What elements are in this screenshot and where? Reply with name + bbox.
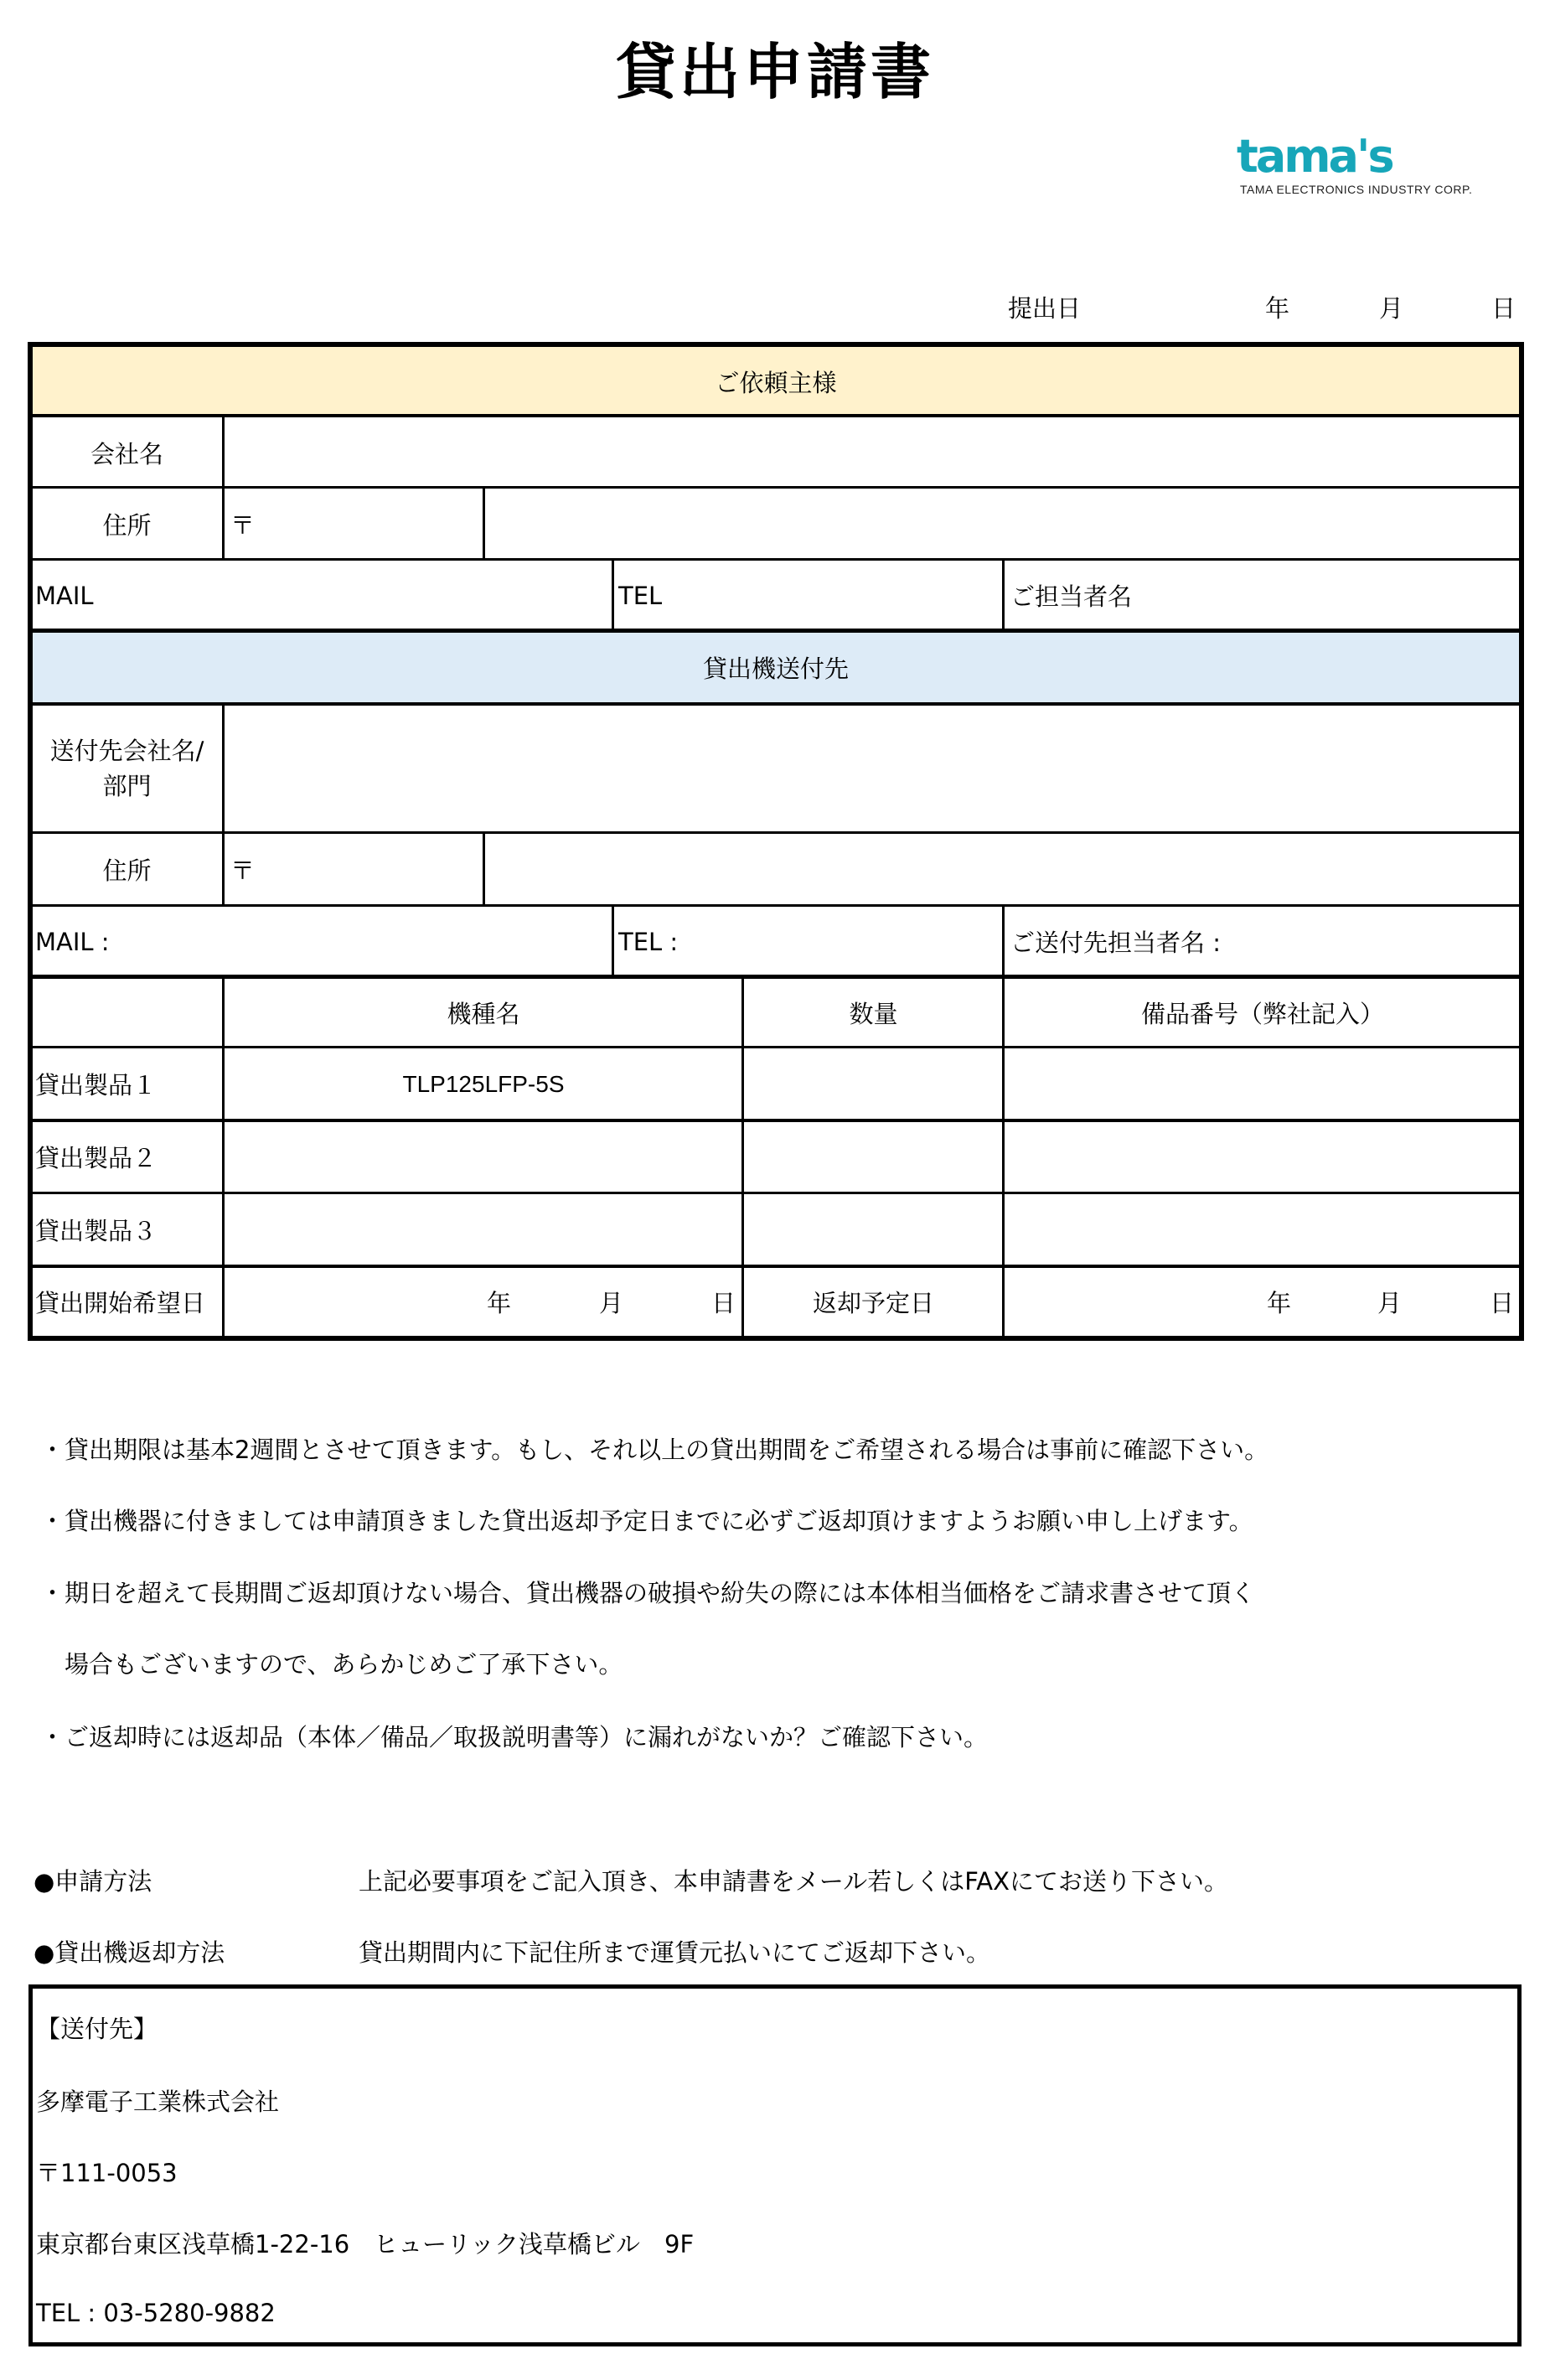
col-qty: 数量 xyxy=(849,999,898,1028)
page-title: 貸出申請書 xyxy=(615,37,934,107)
shipping-section-header: 貸出機送付先 xyxy=(30,631,1522,704)
return-date-field[interactable] xyxy=(1004,1266,1522,1337)
client-section-header: ご依頼主様 xyxy=(30,347,1522,416)
destination-postal: 〒111-0053 xyxy=(36,2159,178,2187)
product-model-field[interactable] xyxy=(224,1193,743,1266)
divider xyxy=(30,702,1522,706)
product-asset-field[interactable] xyxy=(1004,1193,1522,1266)
company-logo xyxy=(1232,130,1516,201)
shipping-company-label xyxy=(30,704,224,833)
product-model-field[interactable] xyxy=(224,1120,743,1193)
note-item: ・貸出機器に付きましては申請頂きました貸出返却予定日までに必ずご返却頂けますようお願い申し上げます。 xyxy=(40,1507,1253,1535)
shipping-mail-field[interactable]: MAIL : xyxy=(35,927,110,956)
divider xyxy=(222,704,225,906)
shipping-company-label-line2: 部門 xyxy=(102,772,152,800)
shipping-contact-field[interactable]: ご送付先担当者名 : xyxy=(1010,929,1221,957)
col-asset: 備品番号（弊社記入） xyxy=(1140,999,1384,1028)
note-item: ・期日を超えて長期間ご返却頂けない場合、貸出機器の破損や紛失の際には本体相当価格をご請求書させて頂く xyxy=(40,1579,1256,1607)
divider xyxy=(222,977,225,1337)
tel-field[interactable]: TEL xyxy=(618,581,663,610)
divider xyxy=(612,906,614,977)
submission-date-label: 提出日 xyxy=(1008,294,1082,323)
product-row-label: 貸出製品３ xyxy=(35,1217,158,1245)
contact-field[interactable]: ご担当者名 xyxy=(1010,582,1133,611)
divider xyxy=(483,489,485,560)
address-field[interactable] xyxy=(484,489,1522,560)
submission-year: 年 xyxy=(1265,294,1290,323)
product-row-label: 貸出製品１ xyxy=(35,1071,158,1099)
destination-company: 多摩電子工業株式会社 xyxy=(36,2088,280,2116)
destination-box xyxy=(28,1984,1522,2346)
table-border-bottom xyxy=(28,1336,1524,1341)
shipping-company-field[interactable] xyxy=(224,704,1522,833)
products-corner xyxy=(30,977,224,1048)
divider xyxy=(1002,906,1005,977)
return-day: 日 xyxy=(1490,1289,1515,1317)
company-label: 会社名 xyxy=(90,439,163,468)
submission-month: 月 xyxy=(1379,294,1404,323)
divider xyxy=(30,975,1522,979)
shipping-company-label-line1: 送付先会社名/ xyxy=(49,737,204,765)
start-date-field[interactable] xyxy=(224,1266,743,1337)
address-label: 住所 xyxy=(102,511,152,540)
product-model-field[interactable]: TLP125LFP-5S xyxy=(402,1070,565,1097)
shipping-postal-field[interactable]: 〒 xyxy=(230,856,256,885)
divider xyxy=(222,416,225,560)
divider xyxy=(30,1119,1522,1122)
return-method-label: ●貸出機返却方法 xyxy=(34,1938,225,1967)
divider xyxy=(612,560,614,631)
return-date-label: 返却予定日 xyxy=(812,1289,934,1317)
logo-mark: tama's xyxy=(1237,130,1392,183)
destination-address: 東京都台東区浅草橋1-22-16 ヒューリック浅草橋ビル 9F xyxy=(36,2230,695,2258)
divider xyxy=(30,486,1522,489)
product-qty-field[interactable] xyxy=(743,1048,1004,1120)
table-border-top xyxy=(28,342,1524,347)
return-month: 月 xyxy=(1377,1289,1403,1317)
postal-field[interactable]: 〒 xyxy=(230,511,256,540)
divider xyxy=(30,414,1522,417)
destination-heading: 【送付先】 xyxy=(36,2015,158,2043)
shipping-tel-field[interactable]: TEL : xyxy=(618,927,679,956)
note-item: 場合もございますので、あらかじめご了承下さい。 xyxy=(40,1650,623,1679)
divider xyxy=(30,1192,1522,1194)
mail-field[interactable]: MAIL xyxy=(35,581,94,610)
application-method-text: 上記必要事項をご記入頂き、本申請書をメール若しくはFAXにてお送り下さい。 xyxy=(359,1867,1228,1896)
divider xyxy=(30,1046,1522,1048)
start-month: 月 xyxy=(599,1289,624,1317)
divider xyxy=(30,558,1522,561)
start-day: 日 xyxy=(711,1289,736,1317)
product-asset-field[interactable] xyxy=(1004,1120,1522,1193)
product-asset-field[interactable] xyxy=(1004,1048,1522,1120)
logo-subtitle: TAMA ELECTRONICS INDUSTRY CORP. xyxy=(1240,183,1473,196)
application-method-label: ●申請方法 xyxy=(34,1867,152,1896)
divider xyxy=(741,977,744,1337)
shipping-address-label: 住所 xyxy=(102,856,152,885)
divider xyxy=(483,833,485,906)
col-model: 機種名 xyxy=(447,999,520,1028)
company-field[interactable] xyxy=(224,416,1522,489)
divider xyxy=(30,1265,1522,1268)
product-qty-field[interactable] xyxy=(743,1120,1004,1193)
divider xyxy=(30,904,1522,907)
product-row-label: 貸出製品２ xyxy=(35,1144,158,1172)
note-item: ・ご返却時には返却品（本体／備品／取扱説明書等）に漏れがないか？ご確認下さい。 xyxy=(40,1723,989,1751)
destination-tel: TEL : 03-5280-9882 xyxy=(36,2299,276,2327)
divider xyxy=(30,629,1522,633)
note-item: ・貸出期限は基本2週間とさせて頂きます。もし、それ以上の貸出期間をご希望される場合は事前に確認下さい。 xyxy=(40,1436,1269,1464)
shipping-address-field[interactable] xyxy=(484,833,1522,906)
divider xyxy=(1002,560,1005,631)
start-date-label: 貸出開始希望日 xyxy=(35,1289,206,1317)
return-year: 年 xyxy=(1267,1289,1292,1317)
product-qty-field[interactable] xyxy=(743,1193,1004,1266)
divider xyxy=(1002,977,1005,1337)
divider xyxy=(30,831,1522,834)
return-method-text: 貸出期間内に下記住所まで運賃元払いにてご返却下さい。 xyxy=(359,1938,991,1967)
submission-day: 日 xyxy=(1491,294,1516,323)
start-year: 年 xyxy=(487,1289,512,1317)
